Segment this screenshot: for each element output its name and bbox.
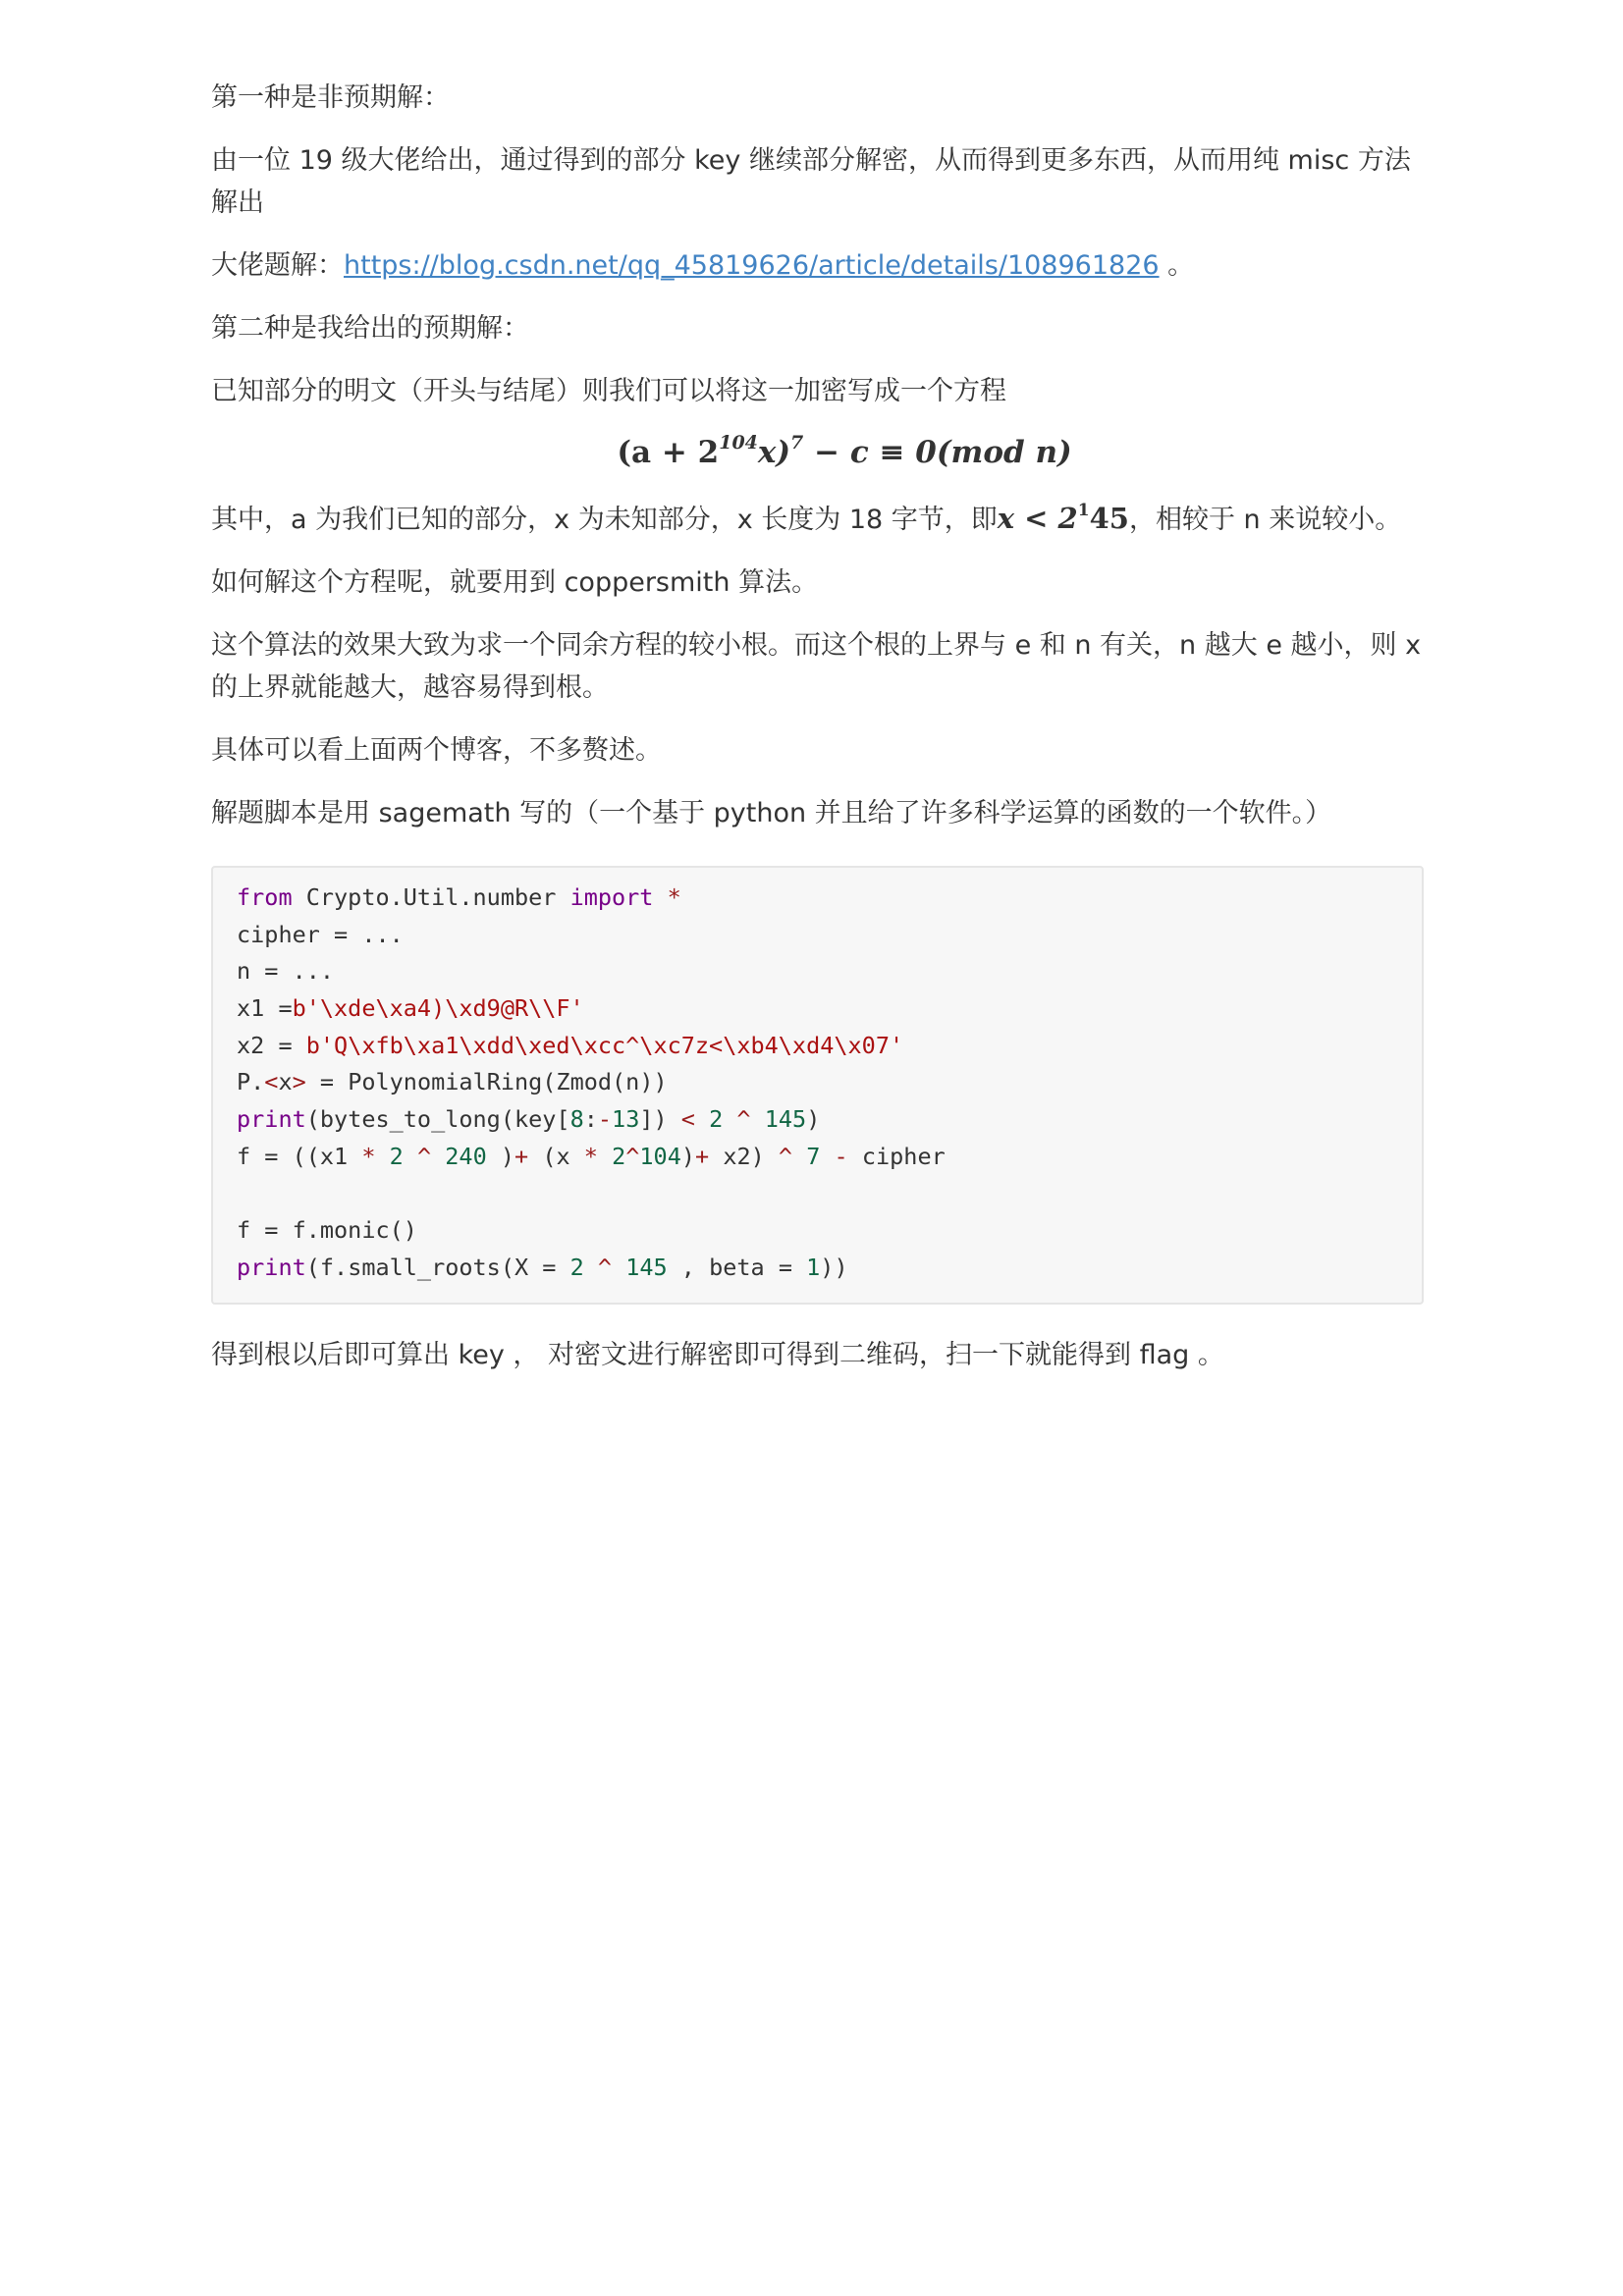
- paragraph-algorithm-effect: 这个算法的效果大致为求一个同余方程的较小根。而这个根的上界与 e 和 n 有关，n 越大 e 越小，则 x 的上界就能越大，越容易得到根。: [211, 630, 1422, 703]
- code-text: cipher: [847, 1142, 946, 1170]
- code-line-3: [237, 953, 1398, 990]
- code-text: [695, 1105, 709, 1133]
- code-number: 1: [806, 1253, 821, 1281]
- paragraph-equation-intro: 已知部分的明文（开头与结尾）则我们可以将这一加密写成一个方程: [211, 376, 1006, 406]
- inline-math-tail: 45: [1089, 502, 1129, 535]
- equation-exponent-7: 7: [790, 432, 804, 454]
- code-line-7: [237, 1101, 1398, 1139]
- code-text: :: [583, 1105, 598, 1134]
- code-text: x: [278, 1068, 293, 1096]
- paragraph-conclusion: 得到根以后即可算出 key ， 对密文进行解密即可得到二维码，扫一下就能得到 flag 。: [211, 1339, 1224, 1370]
- code-text: x2 =: [237, 1031, 306, 1059]
- code-text: cipher = ...: [237, 920, 404, 948]
- inline-math-base: x < 2: [997, 502, 1078, 535]
- code-line-11: [237, 1250, 1398, 1287]
- code-text: [584, 1254, 598, 1281]
- code-operator: -: [834, 1142, 848, 1170]
- code-number: 13: [612, 1105, 640, 1134]
- code-line-4: [237, 990, 1398, 1028]
- code-text: [431, 1143, 445, 1170]
- code-string: b'Q\xfb\xa1\xdd\xed\xcc^\xc7z<\xb4\xd4\x07': [305, 1031, 904, 1059]
- code-text: f = ((x1: [237, 1142, 362, 1170]
- code-builtin: print: [237, 1105, 306, 1134]
- code-text: f = f.monic(): [237, 1216, 417, 1245]
- code-operator: ^: [736, 1105, 751, 1134]
- code-number: 2: [612, 1142, 626, 1170]
- code-number: 7: [806, 1142, 821, 1170]
- code-operator: ^: [416, 1142, 432, 1170]
- code-text: [792, 1143, 806, 1170]
- code-operator: *: [361, 1142, 376, 1170]
- code-text: [404, 1143, 417, 1170]
- code-line-9-blank: [237, 1176, 1398, 1213]
- paragraph-variable-explanation: [211, 498, 1424, 541]
- paragraph-writeup-link: [211, 244, 1424, 287]
- code-number: 2: [389, 1142, 404, 1170]
- code-operator: +: [695, 1142, 710, 1170]
- code-operator: >: [292, 1068, 306, 1096]
- code-operator: *: [653, 883, 681, 911]
- code-text: ): [806, 1105, 821, 1134]
- code-line-10: [237, 1212, 1398, 1250]
- variable-explanation-suffix: ，相较于 n 来说较小。: [1128, 505, 1402, 535]
- paragraph-coppersmith: 如何解这个方程呢，就要用到 coppersmith 算法。: [211, 567, 819, 598]
- code-text: (x: [528, 1142, 584, 1170]
- code-text: [723, 1105, 736, 1133]
- code-text: ): [680, 1142, 696, 1170]
- code-operator: <: [680, 1105, 695, 1134]
- code-text: = PolynomialRing(Zmod(n)): [305, 1068, 668, 1096]
- code-operator: -: [597, 1105, 613, 1134]
- code-line-5: [237, 1028, 1398, 1065]
- equation: [211, 431, 1424, 474]
- code-text: ): [486, 1142, 515, 1170]
- equation-tail: − c ≡ 0(mod n): [803, 435, 1072, 470]
- code-number: 2: [709, 1105, 724, 1134]
- writeup-link-suffix: 。: [1159, 250, 1195, 281]
- code-operator: <: [264, 1068, 279, 1096]
- code-text: [376, 1143, 390, 1170]
- code-text: [612, 1254, 625, 1281]
- code-text: Crypto.Util.number: [292, 883, 570, 911]
- code-number: 145: [625, 1253, 668, 1281]
- code-text: x1 =: [237, 994, 293, 1023]
- code-text: ]): [639, 1105, 681, 1134]
- code-number: 240: [445, 1142, 487, 1170]
- writeup-link[interactable]: https://blog.csdn.net/qq_45819626/article/details/108961826: [344, 250, 1160, 281]
- code-line-2: [237, 917, 1398, 954]
- paragraph-script-intro: 解题脚本是用 sagemath 写的（一个基于 python 并且给了许多科学运算的函数的一个软件。）: [211, 798, 1332, 828]
- code-text: n = ...: [237, 957, 335, 986]
- code-text: [820, 1143, 834, 1170]
- code-text: (bytes_to_long(key[: [305, 1105, 570, 1134]
- code-keyword: from: [237, 883, 293, 911]
- paragraph-unexpected-solution: 第一种是非预期解：: [211, 82, 450, 113]
- code-operator: ^: [597, 1253, 613, 1281]
- code-operator: +: [514, 1142, 529, 1170]
- code-keyword: import: [569, 883, 654, 911]
- code-text: P.: [237, 1068, 265, 1096]
- writeup-link-prefix: 大佬题解：: [211, 250, 344, 281]
- code-operator: ^: [625, 1142, 640, 1170]
- inline-math-exponent: 1: [1077, 501, 1090, 520]
- code-text: )): [820, 1253, 848, 1281]
- code-number: 104: [639, 1142, 681, 1170]
- code-operator: ^: [778, 1142, 793, 1170]
- code-text: , beta =: [667, 1253, 807, 1281]
- code-text: (f.small_roots(X =: [305, 1253, 570, 1281]
- code-number: 2: [569, 1253, 584, 1281]
- variable-explanation-prefix: 其中，a 为我们已知的部分，x 为未知部分，x 长度为 18 字节，即: [211, 505, 998, 535]
- code-line-1: [237, 880, 1398, 917]
- paragraph-senior-solution: 由一位 19 级大佬给出，通过得到的部分 key 继续部分解密，从而得到更多东西，从而用纯 misc 方法解出: [211, 145, 1411, 218]
- paragraph-see-blogs: 具体可以看上面两个博客，不多赘述。: [211, 735, 662, 766]
- code-number: 145: [764, 1105, 807, 1134]
- code-string: b'\xde\xa4)\xd9@R\\F': [292, 994, 584, 1023]
- inline-math-bound: [998, 502, 1129, 535]
- equation-open: (a + 2: [617, 435, 720, 470]
- code-text: [751, 1105, 765, 1133]
- code-line-6: [237, 1064, 1398, 1101]
- code-block[interactable]: [211, 866, 1424, 1305]
- code-operator: *: [583, 1142, 598, 1170]
- code-line-8: [237, 1139, 1398, 1176]
- document-body: [211, 77, 1424, 1397]
- code-text: [598, 1143, 612, 1170]
- code-builtin: print: [237, 1253, 306, 1281]
- code-text: x2): [709, 1142, 779, 1170]
- equation-exponent-104: 104: [719, 432, 758, 454]
- paragraph-expected-solution: 第二种是我给出的预期解：: [211, 313, 529, 344]
- equation-mid: x): [757, 435, 791, 470]
- code-number: 8: [569, 1105, 584, 1134]
